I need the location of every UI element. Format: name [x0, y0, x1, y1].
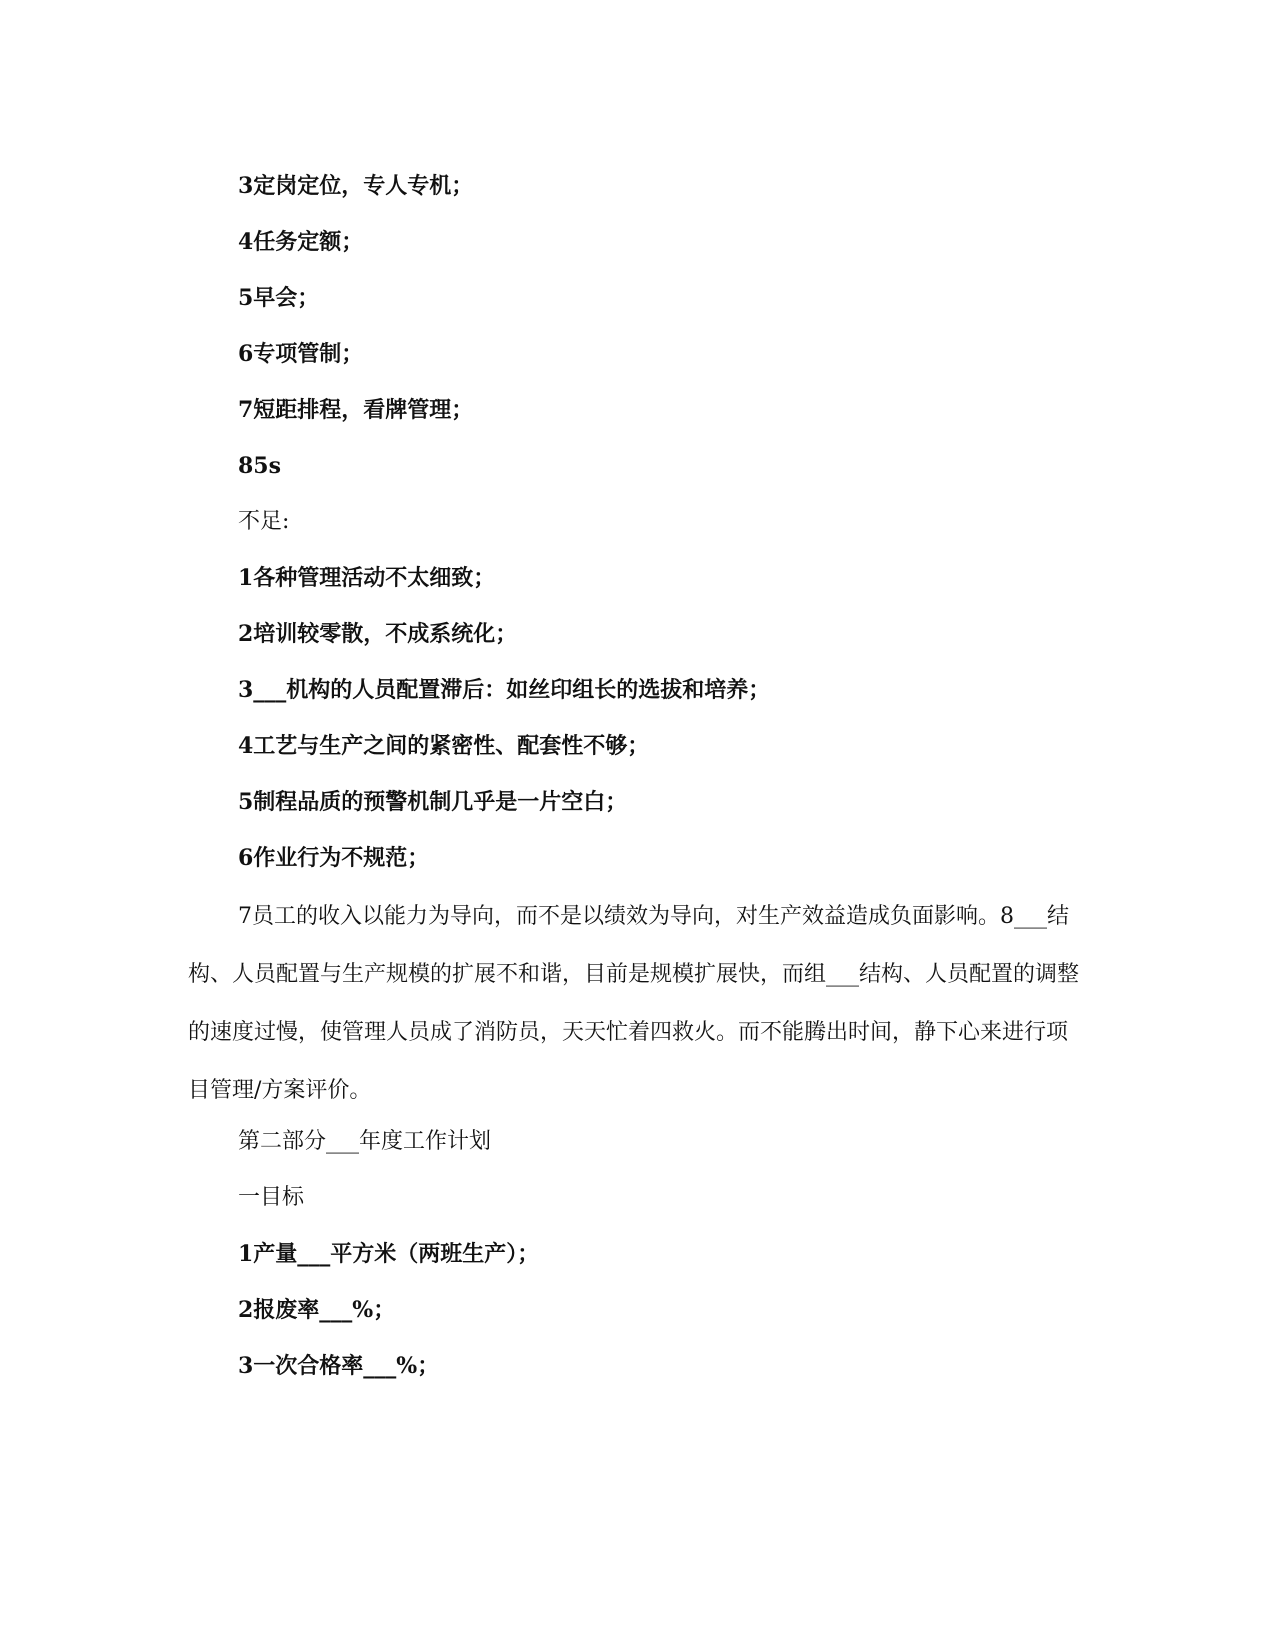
- list-item: 6专项管制；: [238, 341, 364, 367]
- deficiency-item: 4工艺与生产之间的紧密性、配套性不够；: [238, 733, 650, 759]
- deficiency-item: 2培训较零散，不成系统化；: [238, 621, 518, 647]
- body-paragraph: 7员工的收入以能力为导向，而不是以绩效为导向，对生产效益造成负面影响。8___结构、人员配置与生产规模的扩展不和谐，目前是规模扩展快，而组___结构、人员配置的调整的速度过慢，使管理人员成了消防员，天天忙着四救火。而不能腾出时间，静下心来进行项目管理/方案评价。: [188, 904, 1080, 1103]
- deficiency-heading: 不足:: [238, 509, 290, 534]
- list-item: 3定岗定位，专人专机；: [238, 173, 474, 199]
- goal-item: 2报废率___%；: [238, 1297, 396, 1323]
- deficiency-item: 1各种管理活动不太细致；: [238, 565, 496, 591]
- list-item: 7短距排程，看牌管理；: [238, 397, 474, 423]
- section-subheading: 一目标: [238, 1185, 305, 1210]
- list-item: 85s: [238, 453, 282, 479]
- goal-item: 1产量___平方米（两班生产）；: [238, 1241, 540, 1267]
- section-title: 第二部分___年度工作计划: [238, 1129, 492, 1154]
- deficiency-item: 3___机构的人员配置滞后：如丝印组长的选拔和培养；: [238, 677, 771, 703]
- list-item: 5早会；: [238, 285, 320, 311]
- deficiency-item: 5制程品质的预警机制几乎是一片空白；: [238, 789, 628, 815]
- goal-item: 3一次合格率___%；: [238, 1353, 440, 1379]
- deficiency-item: 6作业行为不规范；: [238, 845, 430, 871]
- list-item: 4任务定额；: [238, 229, 364, 255]
